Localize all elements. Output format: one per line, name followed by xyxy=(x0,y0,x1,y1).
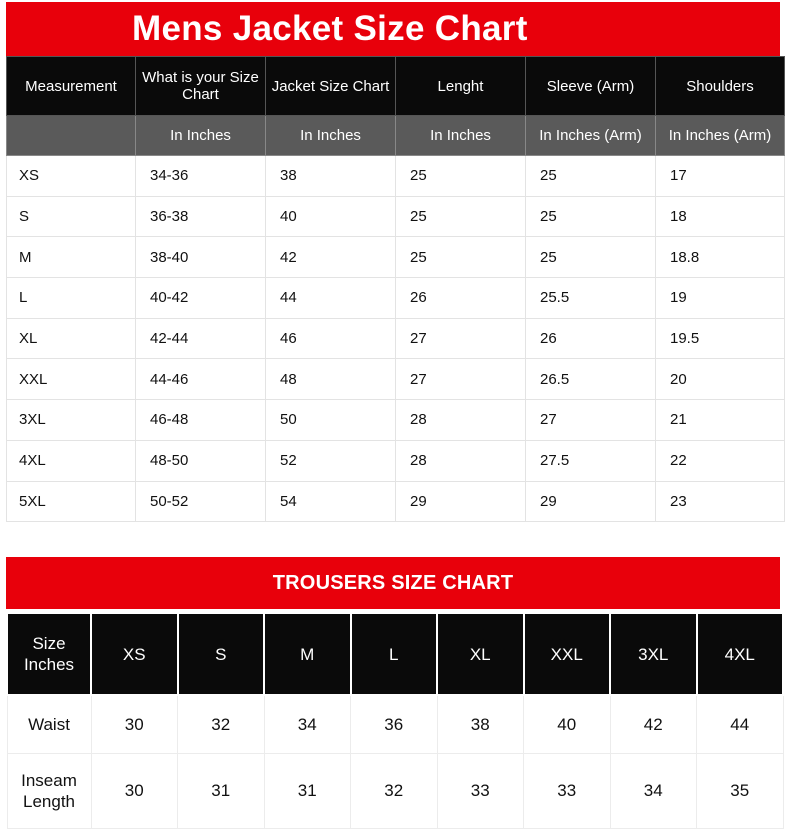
trousers-cell: 32 xyxy=(178,695,265,754)
jacket-header-length: Lenght xyxy=(396,57,526,116)
trousers-size-header: M xyxy=(264,613,351,695)
jacket-cell: 25.5 xyxy=(526,278,656,319)
jacket-size-label: 5XL xyxy=(7,481,136,522)
jacket-cell: 29 xyxy=(526,481,656,522)
jacket-cell: 27 xyxy=(396,359,526,400)
trousers-cell: 36 xyxy=(351,695,438,754)
trousers-size-header: XXL xyxy=(524,613,611,695)
jacket-header-sleeve: Sleeve (Arm) xyxy=(526,57,656,116)
jacket-cell: 23 xyxy=(656,481,785,522)
jacket-cell: 38-40 xyxy=(136,237,266,278)
trousers-table-body xyxy=(7,695,783,829)
jacket-cell: 50-52 xyxy=(136,481,266,522)
trousers-cell: 33 xyxy=(524,754,611,829)
trousers-cell: 30 xyxy=(91,695,178,754)
jacket-cell: 36-38 xyxy=(136,196,266,237)
jacket-unit-sleeve: In Inches (Arm) xyxy=(526,116,656,156)
jacket-cell: 44-46 xyxy=(136,359,266,400)
jacket-cell: 54 xyxy=(266,481,396,522)
jacket-cell: 28 xyxy=(396,400,526,441)
jacket-header-row xyxy=(7,57,785,116)
trousers-cell: 30 xyxy=(91,754,178,829)
jacket-unit-length: In Inches xyxy=(396,116,526,156)
jacket-cell: 18.8 xyxy=(656,237,785,278)
jacket-cell: 19.5 xyxy=(656,318,785,359)
trousers-size-header: XL xyxy=(437,613,524,695)
table-row xyxy=(7,754,783,829)
trousers-row-label: Inseam Length xyxy=(7,754,91,829)
jacket-cell: 17 xyxy=(656,156,785,197)
jacket-cell: 46-48 xyxy=(136,400,266,441)
jacket-cell: 50 xyxy=(266,400,396,441)
jacket-cell: 46 xyxy=(266,318,396,359)
jacket-size-label: 4XL xyxy=(7,440,136,481)
jacket-cell: 18 xyxy=(656,196,785,237)
trousers-cell: 34 xyxy=(610,754,697,829)
jacket-cell: 26 xyxy=(396,278,526,319)
jacket-cell: 25 xyxy=(396,237,526,278)
jacket-cell: 48 xyxy=(266,359,396,400)
jacket-size-label: XS xyxy=(7,156,136,197)
trousers-cell: 33 xyxy=(437,754,524,829)
jacket-header-shoulders: Shoulders xyxy=(656,57,785,116)
table-row xyxy=(7,695,783,754)
jacket-cell: 26 xyxy=(526,318,656,359)
jacket-unit-blank xyxy=(7,116,136,156)
trousers-corner-label: Size Inches xyxy=(7,613,91,695)
jacket-header-your-size: What is your Size Chart xyxy=(136,57,266,116)
jacket-size-label: XXL xyxy=(7,359,136,400)
jacket-cell: 25 xyxy=(526,156,656,197)
jacket-cell: 44 xyxy=(266,278,396,319)
trousers-cell: 31 xyxy=(178,754,265,829)
trousers-cell: 35 xyxy=(697,754,784,829)
trousers-cell: 40 xyxy=(524,695,611,754)
jacket-cell: 27.5 xyxy=(526,440,656,481)
trousers-size-header: 4XL xyxy=(697,613,784,695)
jacket-unit-row xyxy=(7,116,785,156)
trousers-cell: 31 xyxy=(264,754,351,829)
trousers-size-table xyxy=(6,612,784,829)
table-row xyxy=(7,278,785,319)
jacket-size-label: M xyxy=(7,237,136,278)
jacket-cell: 20 xyxy=(656,359,785,400)
jacket-cell: 40 xyxy=(266,196,396,237)
jacket-cell: 25 xyxy=(396,156,526,197)
table-row xyxy=(7,237,785,278)
jacket-cell: 27 xyxy=(526,400,656,441)
jacket-cell: 21 xyxy=(656,400,785,441)
jacket-chart-title: Mens Jacket Size Chart xyxy=(6,2,780,56)
jacket-cell: 22 xyxy=(656,440,785,481)
jacket-cell: 25 xyxy=(396,196,526,237)
jacket-cell: 29 xyxy=(396,481,526,522)
trousers-cell: 44 xyxy=(697,695,784,754)
jacket-cell: 28 xyxy=(396,440,526,481)
jacket-cell: 40-42 xyxy=(136,278,266,319)
jacket-cell: 42-44 xyxy=(136,318,266,359)
trousers-cell: 42 xyxy=(610,695,697,754)
jacket-cell: 38 xyxy=(266,156,396,197)
jacket-cell: 25 xyxy=(526,237,656,278)
trousers-row-label: Waist xyxy=(7,695,91,754)
trousers-cell: 32 xyxy=(351,754,438,829)
trousers-size-header: XS xyxy=(91,613,178,695)
jacket-cell: 52 xyxy=(266,440,396,481)
trousers-header-row xyxy=(7,613,783,695)
table-row xyxy=(7,156,785,197)
jacket-unit-shoulders: In Inches (Arm) xyxy=(656,116,785,156)
jacket-cell: 34-36 xyxy=(136,156,266,197)
jacket-size-label: 3XL xyxy=(7,400,136,441)
jacket-cell: 27 xyxy=(396,318,526,359)
jacket-header-jacket-size: Jacket Size Chart xyxy=(266,57,396,116)
jacket-unit-your-size: In Inches xyxy=(136,116,266,156)
table-row xyxy=(7,400,785,441)
trousers-chart-title: TROUSERS SIZE CHART xyxy=(6,557,780,609)
jacket-size-table xyxy=(6,56,785,522)
trousers-size-header: S xyxy=(178,613,265,695)
jacket-size-label: L xyxy=(7,278,136,319)
jacket-cell: 25 xyxy=(526,196,656,237)
trousers-size-header: L xyxy=(351,613,438,695)
table-row xyxy=(7,359,785,400)
jacket-cell: 26.5 xyxy=(526,359,656,400)
jacket-size-label: S xyxy=(7,196,136,237)
table-row xyxy=(7,481,785,522)
table-row xyxy=(7,440,785,481)
trousers-cell: 34 xyxy=(264,695,351,754)
jacket-table-body xyxy=(7,156,785,522)
jacket-unit-jacket-size: In Inches xyxy=(266,116,396,156)
table-row xyxy=(7,318,785,359)
jacket-cell: 48-50 xyxy=(136,440,266,481)
jacket-cell: 42 xyxy=(266,237,396,278)
table-row xyxy=(7,196,785,237)
jacket-cell: 19 xyxy=(656,278,785,319)
trousers-cell: 38 xyxy=(437,695,524,754)
jacket-size-label: XL xyxy=(7,318,136,359)
jacket-header-measurement: Measurement xyxy=(7,57,136,116)
trousers-size-header: 3XL xyxy=(610,613,697,695)
